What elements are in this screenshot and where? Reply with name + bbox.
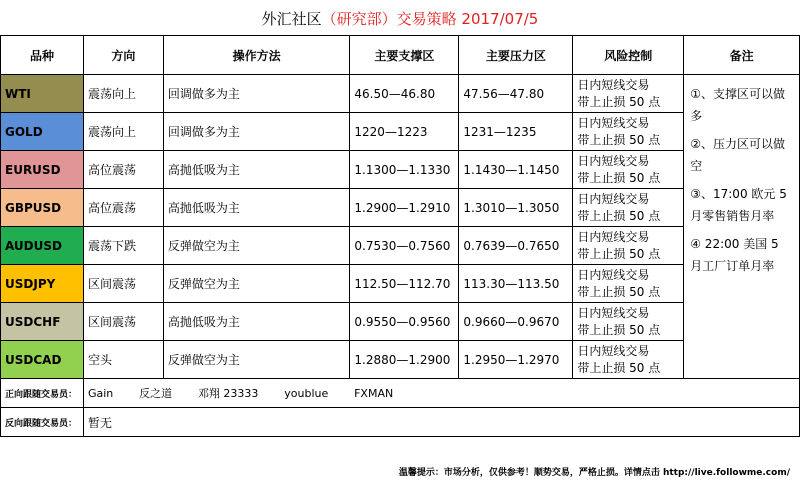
table-row [1, 113, 800, 151]
support-cell: 46.50—46.80 [350, 75, 459, 113]
trader-name: Gain [87, 387, 114, 400]
header-row [1, 36, 800, 75]
risk-cell [573, 341, 684, 379]
risk-line-2: 带上止损 50 点 [577, 284, 661, 299]
symbol-cell: GBPUSD [1, 189, 84, 227]
title-prefix: 外汇社区 [261, 10, 322, 28]
direction-cell: 区间震荡 [83, 265, 163, 303]
risk-cell [573, 227, 684, 265]
positive-follow-label: 正向跟随交易员： [1, 379, 84, 408]
risk-line-2: 带上止损 50 点 [577, 246, 661, 261]
method-cell: 反弹做空为主 [163, 227, 350, 265]
positive-follow-row [1, 379, 800, 408]
direction-cell: 震荡下跌 [83, 227, 163, 265]
risk-cell [573, 151, 684, 189]
trader-name: youblue [284, 387, 329, 400]
support-cell: 0.9550—0.9560 [350, 303, 459, 341]
resistance-cell: 113.30—113.50 [459, 265, 573, 303]
risk-line-2: 带上止损 50 点 [577, 94, 661, 109]
risk-line-2: 带上止损 50 点 [577, 360, 661, 375]
header-notes: 备注 [684, 36, 800, 75]
risk-cell [573, 265, 684, 303]
risk-line-1: 日内短线交易 [577, 267, 650, 282]
negative-follow-row [1, 408, 800, 437]
table-row [1, 189, 800, 227]
risk-line-1: 日内短线交易 [577, 153, 650, 168]
support-cell: 1.2880—1.2900 [350, 341, 459, 379]
header-symbol: 品种 [1, 36, 84, 75]
support-cell: 0.7530—0.7560 [350, 227, 459, 265]
header-resistance: 主要压力区 [459, 36, 573, 75]
resistance-cell: 0.7639—0.7650 [459, 227, 573, 265]
method-cell: 高抛低吸为主 [163, 303, 350, 341]
resistance-cell: 0.9660—0.9670 [459, 303, 573, 341]
header-risk: 风险控制 [573, 36, 684, 75]
support-cell: 112.50—112.70 [350, 265, 459, 303]
direction-cell: 震荡向上 [83, 113, 163, 151]
resistance-cell: 1231—1235 [459, 113, 573, 151]
direction-cell: 空头 [83, 341, 163, 379]
risk-line-2: 带上止损 50 点 [577, 170, 661, 185]
risk-cell [573, 189, 684, 227]
risk-cell [573, 113, 684, 151]
table-row [1, 75, 800, 113]
risk-line-1: 日内短线交易 [577, 191, 650, 206]
notes-cell [684, 75, 800, 379]
symbol-cell: AUDUSD [1, 227, 84, 265]
trader-name: 反之道 [139, 387, 173, 400]
method-cell: 反弹做空为主 [163, 265, 350, 303]
resistance-cell: 1.1430—1.1450 [459, 151, 573, 189]
risk-line-1: 日内短线交易 [577, 305, 650, 320]
table-row [1, 303, 800, 341]
method-cell: 回调做多为主 [163, 75, 350, 113]
method-cell: 反弹做空为主 [163, 341, 350, 379]
symbol-cell: USDCHF [1, 303, 84, 341]
note-item: ②、压力区可以做空 [690, 137, 785, 173]
risk-line-1: 日内短线交易 [577, 343, 650, 358]
note-item: ③、17:00 欧元 5 月零售销售月率 [690, 187, 787, 223]
footer-disclaimer: 温馨提示：市场分析，仅供参考！顺势交易，严格止损。详情点击 http://live.followme.com/ [398, 468, 790, 478]
negative-follow-label: 反向跟随交易员： [1, 408, 84, 437]
header-support: 主要支撑区 [350, 36, 459, 75]
negative-follow-value: 暂无 [83, 408, 799, 437]
direction-cell: 震荡向上 [83, 75, 163, 113]
risk-line-1: 日内短线交易 [577, 229, 650, 244]
resistance-cell: 47.56—47.80 [459, 75, 573, 113]
method-cell: 高抛低吸为主 [163, 189, 350, 227]
symbol-cell: USDJPY [1, 265, 84, 303]
strategy-table [0, 35, 800, 437]
title-highlight: （研究部）交易策略 2017/07/5 [321, 10, 539, 28]
note-item: ④ 22:00 美国 5 月工厂订单月率 [690, 237, 779, 273]
header-method: 操作方法 [163, 36, 350, 75]
risk-line-2: 带上止损 50 点 [577, 208, 661, 223]
trader-name: FXMAN [354, 387, 394, 400]
symbol-cell: EURUSD [1, 151, 84, 189]
table-row [1, 341, 800, 379]
method-cell: 高抛低吸为主 [163, 151, 350, 189]
table-row [1, 227, 800, 265]
symbol-cell: WTI [1, 75, 84, 113]
symbol-cell: USDCAD [1, 341, 84, 379]
positive-follow-names [83, 379, 799, 408]
risk-line-2: 带上止损 50 点 [577, 322, 661, 337]
trader-name: 邓翔 23333 [197, 387, 259, 400]
resistance-cell: 1.2950—1.2970 [459, 341, 573, 379]
table-row [1, 151, 800, 189]
risk-line-2: 带上止损 50 点 [577, 132, 661, 147]
direction-cell: 高位震荡 [83, 189, 163, 227]
table-row [1, 265, 800, 303]
direction-cell: 高位震荡 [83, 151, 163, 189]
support-cell: 1.1300—1.1330 [350, 151, 459, 189]
risk-line-1: 日内短线交易 [577, 115, 650, 130]
header-direction: 方向 [83, 36, 163, 75]
method-cell: 回调做多为主 [163, 113, 350, 151]
direction-cell: 区间震荡 [83, 303, 163, 341]
symbol-cell: GOLD [1, 113, 84, 151]
resistance-cell: 1.3010—1.3050 [459, 189, 573, 227]
risk-cell [573, 303, 684, 341]
support-cell: 1.2900—1.2910 [350, 189, 459, 227]
support-cell: 1220—1223 [350, 113, 459, 151]
risk-cell [573, 75, 684, 113]
note-item: ①、支撑区可以做多 [690, 87, 785, 123]
page-title [0, 8, 800, 29]
risk-line-1: 日内短线交易 [577, 77, 650, 92]
